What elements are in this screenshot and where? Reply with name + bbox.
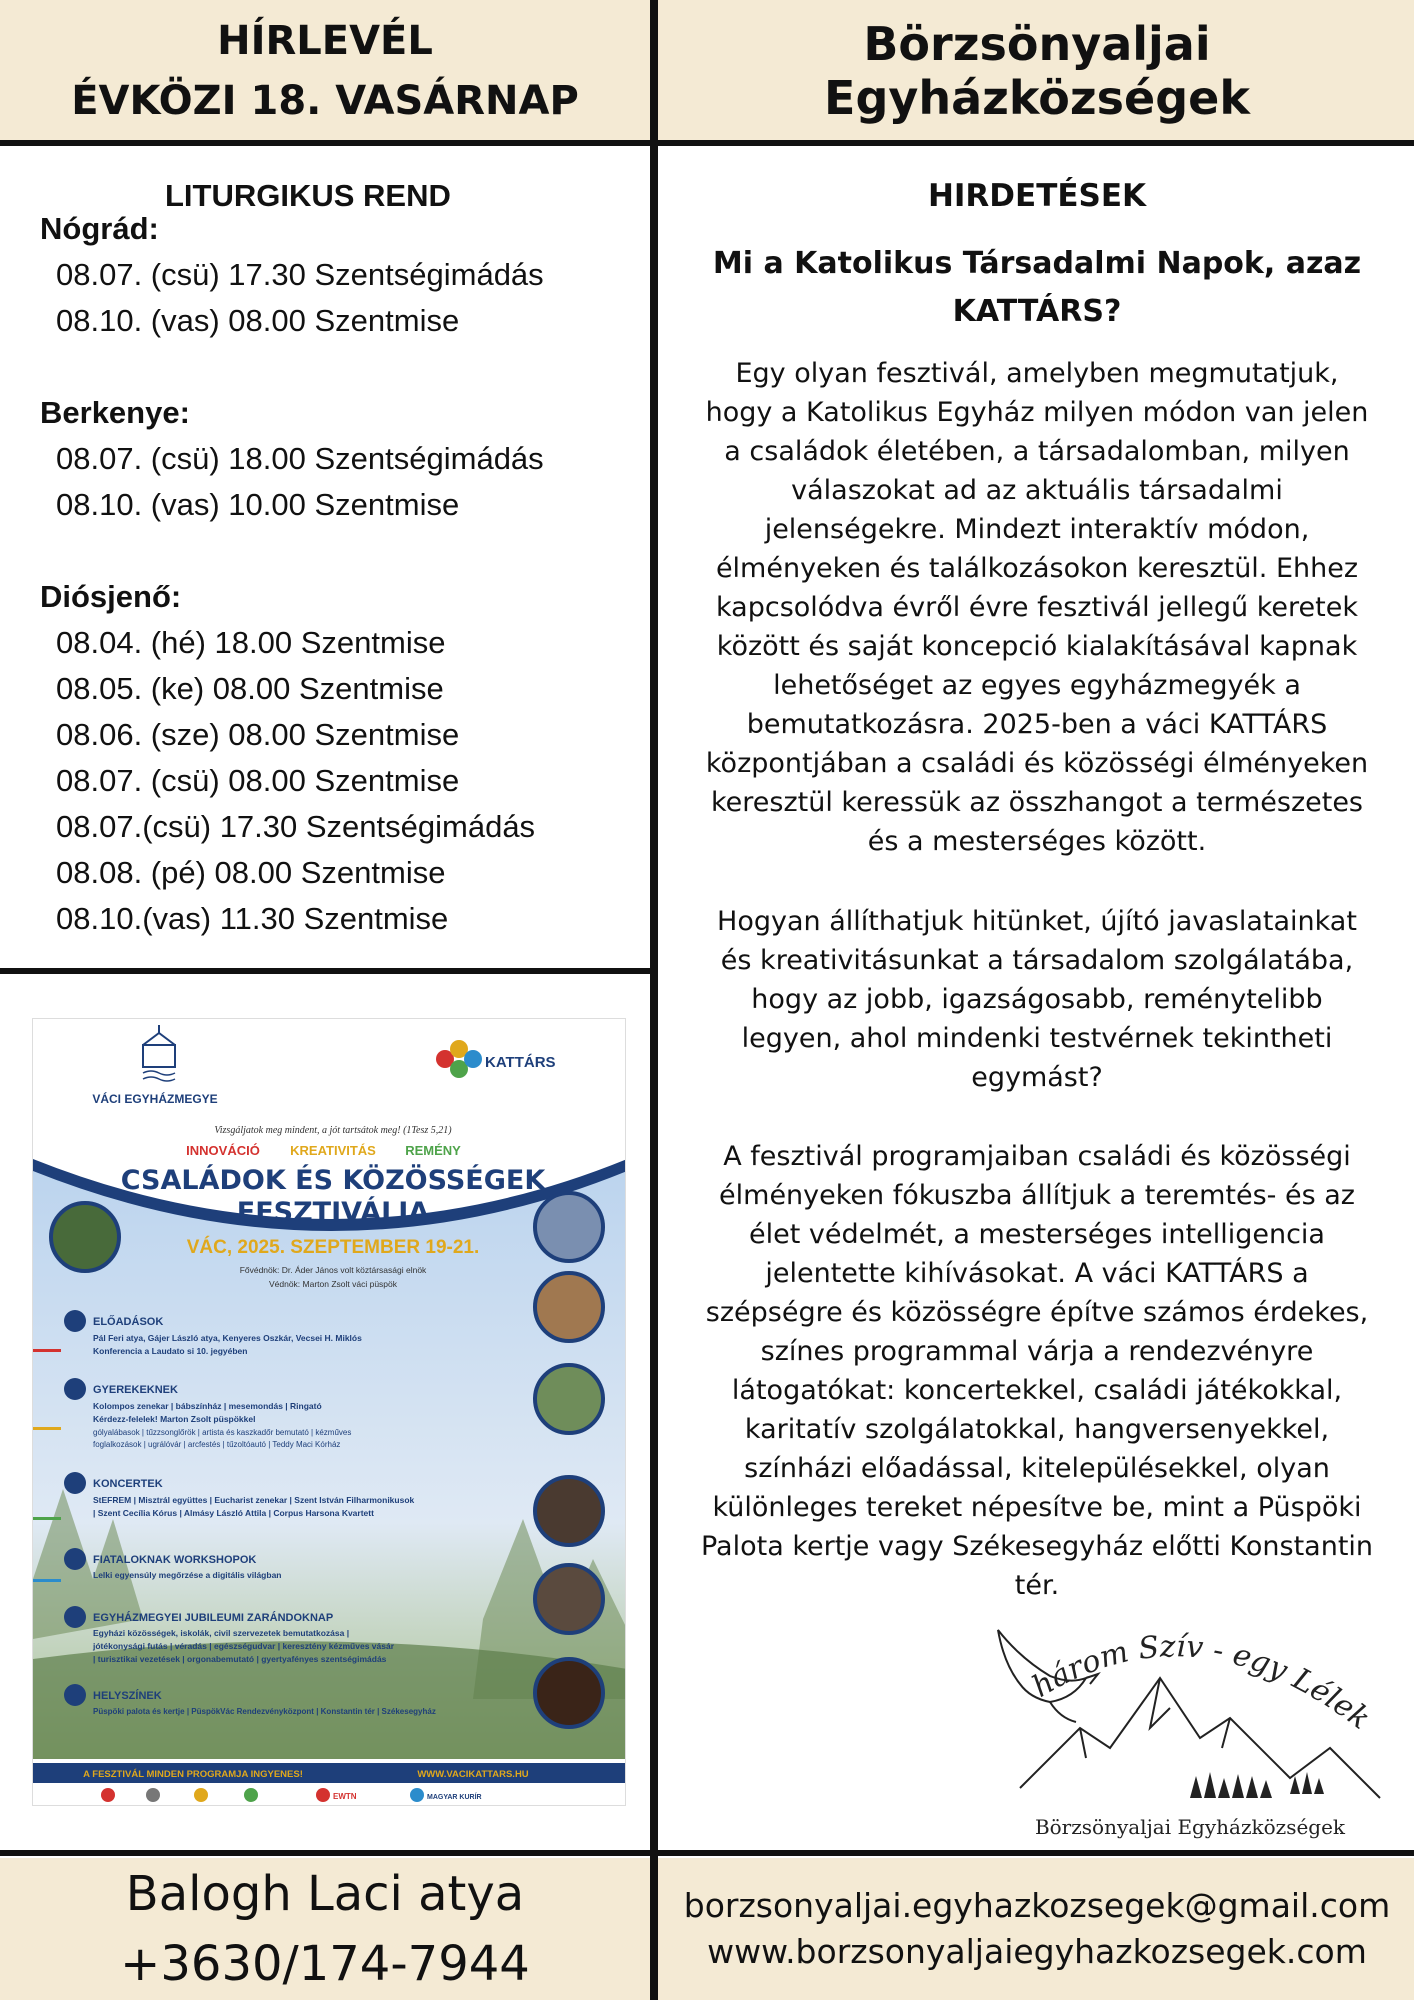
contact-person <box>0 1858 650 2000</box>
poster-org: VÁCI EGYHÁZMEGYE <box>92 1092 218 1106</box>
section-icon <box>64 1548 86 1570</box>
poster-value: REMÉNY <box>405 1143 461 1158</box>
website-url: www.borzsonyaljaiegyhazkozsegek.com <box>707 1932 1367 1971</box>
newsletter-header <box>0 0 650 142</box>
poster-section-line: Kolompos zenekar | bábszínház | mesemondás | Ringató <box>93 1401 322 1411</box>
poster-section-head: HELYSZÍNEK <box>93 1690 162 1702</box>
parish-logo-caption: Börzsönyaljai Egyházközségek <box>1034 1815 1346 1839</box>
section-icon <box>64 1378 86 1400</box>
poster-section-head: FIATALOKNAK WORKSHOPOK <box>93 1554 257 1566</box>
poster-section-head: GYEREKEKNEK <box>93 1384 178 1396</box>
poster-section-line: gólyalábasok | tűzzsonglőrök | artista és kaszkadőr bemutató | kézműves <box>93 1428 352 1437</box>
announcements-title: HIRDETÉSEK <box>927 178 1147 214</box>
contact-online <box>660 1858 1414 2000</box>
schedule-entry: 08.07. (csü) 17.30 Szentségimádás <box>56 257 544 292</box>
poster-section-head: ELŐADÁSOK <box>93 1316 164 1328</box>
poster-patron: Fővédnök: Dr. Áder János volt köztársasági elnök <box>239 1265 427 1275</box>
poster-quote: Vizsgáljatok meg mindent, a jót tartsátok meg! (1Tesz 5,21) <box>214 1125 452 1136</box>
poster-footer-url: WWW.VACIKATTARS.HU <box>417 1769 529 1780</box>
priest-name: Balogh Laci atya <box>125 1866 525 1922</box>
schedule-entry: 08.05. (ke) 08.00 Szentmise <box>56 671 444 706</box>
sunday-title: ÉVKÖZI 18. VASÁRNAP <box>71 78 579 124</box>
announcement-paragraph: Hogyan állíthatjuk hitünket, újító javaslatainkat és kreativitásunkat a társadalom szolgálatába, hogy az jobb, igazságosabb, reménytelibb legyen, ahol mindenki testvérnek tekintheti egymást? <box>717 906 1357 1093</box>
poster-section-line: Püspöki palota és kertje | PüspökVác Rendezvényközpont | Konstantin tér | Székesegyház <box>93 1707 436 1716</box>
parish-motto: három Szív - egy Lélek <box>1026 1629 1377 1737</box>
sponsor-logo: EWTN <box>333 1792 357 1801</box>
poster-graphic <box>33 1019 626 1806</box>
trees-icon <box>1190 1772 1324 1798</box>
photo-circle <box>535 1273 603 1341</box>
photo-circle <box>535 1565 603 1633</box>
poster-patron: Védnök: Marton Zsolt váci püspök <box>268 1279 398 1289</box>
poster-section-line: Egyházi közösségek, iskolák, civil szervezetek bemutatkozása | <box>93 1628 350 1638</box>
poster-section-line: Lelki egyensúly megőrzése a digitális világban <box>93 1570 282 1580</box>
poster-section-line: StEFREM | Misztrál együttes | Eucharist zenekar | Szent István Filharmonikusok <box>93 1495 415 1505</box>
poster-section-head: KONCERTEK <box>93 1478 163 1490</box>
place-name: Berkenye: <box>40 395 190 430</box>
divider <box>650 0 658 2000</box>
parish-logo <box>990 1618 1390 1842</box>
place-name: Nógrád: <box>40 211 159 246</box>
schedule-entry: 08.06. (sze) 08.00 Szentmise <box>56 717 460 752</box>
liturgy-section <box>0 150 650 970</box>
schedule-entry: 08.07. (csü) 18.00 Szentségimádás <box>56 441 544 476</box>
section-icon <box>64 1606 86 1628</box>
poster-value: KREATIVITÁS <box>290 1143 376 1158</box>
photo-circle <box>535 1365 603 1433</box>
poster-title: CSALÁDOK ÉS KÖZÖSSÉGEK <box>120 1165 546 1196</box>
newsletter-title: HÍRLEVÉL <box>217 18 433 64</box>
photo-circle <box>535 1477 603 1545</box>
poster-section-line: Kérdezz-felelek! Marton Zsolt püspökkel <box>93 1414 256 1424</box>
section-icon <box>64 1684 86 1706</box>
poster-footer-note: A FESZTIVÁL MINDEN PROGRAMJA INGYENES! <box>83 1769 303 1780</box>
poster-section-line: | turisztikai vezetések | orgonabemutató | gyertyafényes szentségimádás <box>93 1654 387 1664</box>
poster-section-line: jótékonysági futás | véradás | egészségudvar | keresztény kézműves vásár <box>93 1641 395 1651</box>
section-icon <box>64 1472 86 1494</box>
festival-poster <box>32 1018 626 1806</box>
poster-section-line: Konferencia a Laudato si 10. jegyében <box>93 1346 248 1356</box>
announcement-paragraph: A fesztivál programjaiban családi és közösségi élményeken fókuszba állítjuk a teremtés- és az élet védelmét, a mesterséges intelligencia jelentette kihívásokat. A váci KATTÁRS a szépségre és közösségre építve számos érdekes, színes programmal várja a rendezvényre látogatókat: koncertekkel, családi játékokkal, karitatív szolgálatokkal, hangversenyekkel, színházi előadással, kitelepülésekkel, olyan különleges tereket népesítve be, mint a Püspöki Palota kertje vagy Székesegyház előtti Konstantin tér. <box>700 1141 1374 1601</box>
liturgy-title: LITURGIKUS REND <box>165 178 451 213</box>
email-address: borzsonyaljai.egyhazkozsegek@gmail.com <box>683 1886 1391 1925</box>
poster-section-line: | Szent Cecília Kórus | Almásy László Attila | Corpus Harsona Kvartett <box>93 1508 374 1518</box>
photo-circle <box>535 1193 603 1261</box>
schedule-entry: 08.08. (pé) 08.00 Szentmise <box>56 855 446 890</box>
org-header <box>660 0 1414 142</box>
announcement-paragraph: Egy olyan fesztivál, amelyben megmutatjuk, hogy a Katolikus Egyház milyen módon van jelen a családok életében, a társadalomban, milyen válaszokat ad az aktuális társadalmi jelenségekre. Mindezt interaktív módon, élményeken és találkozásokon keresztül. Ehhez kapcsolódva évről évre fesztivál jellegű keretek között és saját koncepció kialakításával kapnak lehetőséget az egyes egyházmegyék a bemutatkozásra. 2025-ben a váci KATTÁRS központjában a családi és közösségi élményeken keresztül keressük az összhangot a természetes és a mesterséges között. <box>705 358 1369 857</box>
poster-section-head: EGYHÁZMEGYEI JUBILEUMI ZARÁNDOKNAP <box>93 1612 334 1624</box>
org-name: Börzsönyaljai Egyházközségek <box>824 17 1250 125</box>
photo-circle <box>535 1659 603 1727</box>
poster-section-line: foglalkozások | ugrálóvár | arcfestés | tűzoltóautó | Teddy Maci Kórház <box>93 1440 341 1449</box>
liturgy-list <box>40 206 544 942</box>
schedule-entry: 08.10.(vas) 11.30 Szentmise <box>56 901 449 936</box>
phone-number: +3630/174-7944 <box>120 1936 530 1992</box>
place-name: Diósjenő: <box>40 579 182 614</box>
poster-value: INNOVÁCIÓ <box>186 1143 260 1158</box>
sponsor-logo: MAGYAR KURÍR <box>427 1794 482 1801</box>
schedule-entry: 08.10. (vas) 08.00 Szentmise <box>56 303 460 338</box>
poster-date: VÁC, 2025. SZEPTEMBER 19-21. <box>186 1237 480 1258</box>
schedule-entry: 08.10. (vas) 10.00 Szentmise <box>56 487 460 522</box>
schedule-entry: 08.07.(csü) 17.30 Szentségimádás <box>56 809 536 844</box>
poster-section-line: Pál Feri atya, Gájer László atya, Kenyeres Oszkár, Vecsei H. Miklós <box>93 1333 362 1343</box>
schedule-entry: 08.07. (csü) 08.00 Szentmise <box>56 763 460 798</box>
poster-title: FESZTIVÁLJA <box>236 1197 430 1228</box>
announcements-subtitle: Mi a Katolikus Társadalmi Napok, azaz KATTÁRS? <box>712 246 1362 329</box>
divider <box>0 1850 1414 1856</box>
schedule-entry: 08.04. (hé) 18.00 Szentmise <box>56 625 446 660</box>
poster-logo-text: KATTÁRS <box>485 1054 556 1071</box>
section-icon <box>64 1310 86 1332</box>
photo-circle <box>51 1203 119 1271</box>
